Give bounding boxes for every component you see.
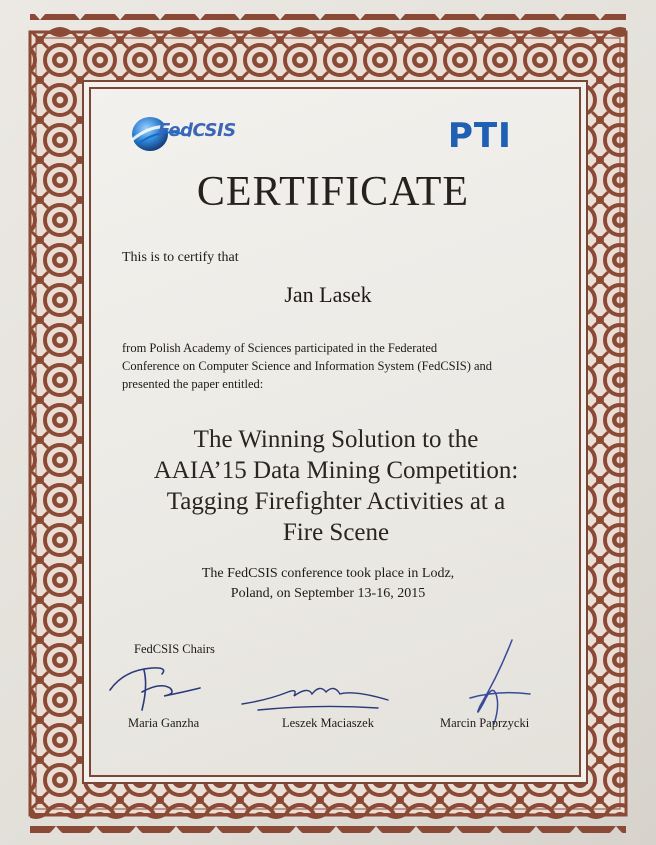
conference-place [0,564,656,604]
pti-logo [448,116,512,156]
signature-maciaszek [238,674,398,716]
chairs-heading: FedCSIS Chairs [134,642,215,656]
recipient-name: Jan Lasek [284,282,372,307]
pti-logo-text: PTI [448,116,512,156]
signature-ganzha [104,652,214,718]
paper-title-line: The Winning Solution to the [193,426,479,453]
fedcsis-logo [128,110,238,156]
signer-name: Maria Ganzha [128,716,200,730]
place-line: The FedCSIS conference took place in Lodz, [201,566,455,581]
statement-line: Conference on Computer Science and Information System (FedCSIS) and [122,359,493,373]
place-line: Poland, on September 13-16, 2015 [230,586,426,601]
certificate-title: CERTIFICATE [196,169,470,215]
statement-line: from Polish Academy of Sciences participated in the Federated [122,341,438,355]
signer-name: Leszek Maciaszek [282,716,374,730]
participation-statement [122,339,562,393]
paper-title-line: AAIA’15 Data Mining Competition: [153,457,519,484]
certify-intro: This is to certify that [122,250,239,265]
paper-title-line: Tagging Firefighter Activities at a [166,488,506,515]
fedcsis-logo-text: FedCSIS [158,120,236,141]
statement-line: presented the paper entitled: [122,377,264,391]
paper-title-line: Fire Scene [282,519,390,546]
paper-title [120,424,552,548]
signer-name: Marcin Paprzycki [440,716,530,730]
